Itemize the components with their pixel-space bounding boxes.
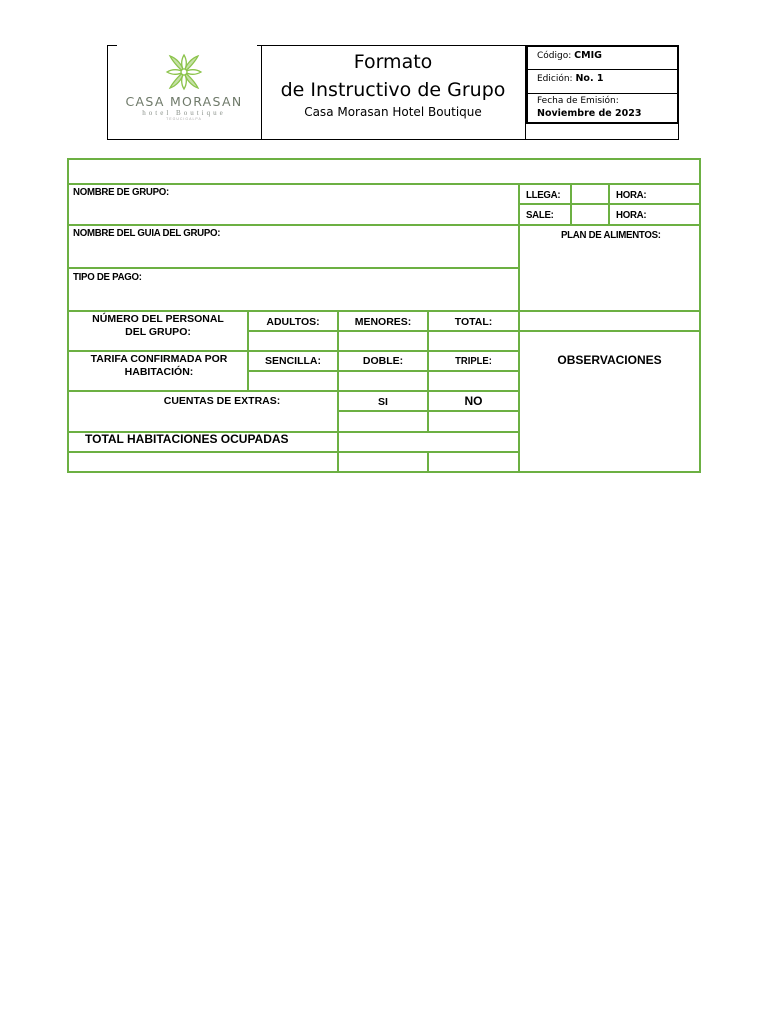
logo-fine-print: TEGUCIGALPA xyxy=(166,117,202,121)
logo-name: CASA MORASAN xyxy=(125,94,243,109)
tarifa-label: TARIFA CONFIRMADA POR HABITACIÓN: xyxy=(90,353,228,378)
form-col-llega xyxy=(570,183,572,225)
form-rule-109 xyxy=(67,267,520,269)
form-col-c3 xyxy=(427,451,429,473)
sale-label: SALE: xyxy=(526,209,554,221)
total-habitaciones-label: TOTAL HABITACIONES OCUPADAS xyxy=(85,432,289,446)
hora-label-1: HORA: xyxy=(616,189,647,201)
form-border-left xyxy=(67,158,69,473)
menores-label: MENORES: xyxy=(354,316,412,328)
form-rule-172 xyxy=(247,330,520,332)
codigo-label: Código: xyxy=(537,51,572,61)
form-rule-232 xyxy=(67,390,520,392)
form-border-top xyxy=(67,158,701,160)
codigo-value: CMIG xyxy=(574,50,602,61)
llega-label: LLEGA: xyxy=(526,189,561,201)
form-col-hora xyxy=(608,183,610,225)
triple-label: TRIPLE: xyxy=(455,355,492,367)
form-rule-192 xyxy=(67,350,520,352)
logo-tagline: hotel Boutique xyxy=(142,109,226,117)
form-border-bottom xyxy=(67,471,701,473)
plan-alimentos-label: PLAN DE ALIMENTOS: xyxy=(561,229,661,241)
tipo-pago-label: TIPO DE PAGO: xyxy=(73,271,142,283)
document-info xyxy=(525,45,679,140)
group-form xyxy=(67,158,701,473)
observaciones-label: OBSERVACIONES xyxy=(557,353,662,367)
form-col-main xyxy=(518,183,520,473)
logo xyxy=(107,45,261,140)
form-col-b xyxy=(337,310,339,473)
cuentas-extras-label: CUENTAS DE EXTRAS: xyxy=(163,395,281,407)
edicion-row xyxy=(537,73,603,84)
flower-icon xyxy=(164,52,204,92)
total-label: TOTAL: xyxy=(454,316,493,328)
subtitle: Casa Morasan Hotel Boutique xyxy=(304,105,482,119)
edicion-label: Edición: xyxy=(537,74,573,84)
doble-label: DOBLE: xyxy=(362,355,404,367)
nombre-guia-label: NOMBRE DEL GUIA DEL GRUPO: xyxy=(73,227,221,239)
form-rule-25 xyxy=(67,183,701,185)
form-border-right xyxy=(699,158,701,473)
form-rule-152 xyxy=(67,310,701,312)
title-line-2: de Instructivo de Grupo xyxy=(280,79,506,101)
sencilla-label: SENCILLA: xyxy=(265,355,321,367)
form-rule-293 xyxy=(67,451,520,453)
numero-personal-label: NÚMERO DEL PERSONAL DEL GRUPO: xyxy=(92,313,224,338)
fecha-label: Fecha de Emisión: xyxy=(537,96,619,106)
si-label: SI xyxy=(378,396,388,408)
adultos-label: ADULTOS: xyxy=(266,316,320,328)
title-line-1: Formato xyxy=(353,51,433,73)
form-rule-66 xyxy=(67,224,701,226)
nombre-grupo-label: NOMBRE DE GRUPO: xyxy=(73,186,169,198)
fecha-value: Noviembre de 2023 xyxy=(537,108,642,119)
form-rule-212 xyxy=(247,370,520,372)
document-header xyxy=(107,45,679,140)
title-block xyxy=(261,45,525,140)
hora-label-2: HORA: xyxy=(616,209,647,221)
edicion-value: No. 1 xyxy=(575,73,604,84)
codigo-row xyxy=(537,50,602,61)
no-label: NO xyxy=(464,394,483,408)
form-rule-172b xyxy=(518,330,701,332)
